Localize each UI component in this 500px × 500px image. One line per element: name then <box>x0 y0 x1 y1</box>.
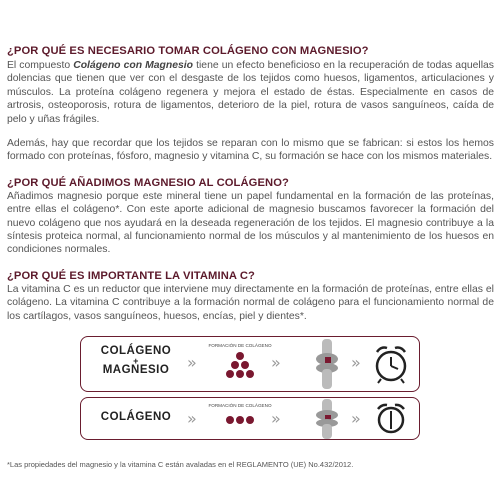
section-collagen-magnesium <box>7 44 494 164</box>
comparison-infographic <box>80 336 420 444</box>
footnote: *Las propiedades del magnesio y la vitamina C están avaladas en el REGLAMENTO (UE) No.432/2012. <box>7 460 354 469</box>
chevron-right-icon: » <box>187 409 197 428</box>
product-name-emphasis: Colágeno con Magnesio <box>73 60 194 71</box>
label-line: COLÁGENO <box>100 345 172 357</box>
chevron-right-icon: » <box>271 353 281 372</box>
alarm-clock-icon <box>373 401 409 437</box>
paragraph-text: El compuesto <box>7 60 74 71</box>
article <box>7 44 494 323</box>
formation-caption: FORMACIÓN DE COLÁGENO <box>208 403 272 408</box>
section-why-magnesium <box>7 176 494 257</box>
alarm-clock-icon <box>371 343 411 385</box>
label-plus: + <box>133 356 139 366</box>
section-paragraph: Además, hay que recordar que los tejidos se reparan con lo mismo que se fabrican: si estos los hemos formado con proteínas, fósforo, magnesio y vitamina C, su formación se hace con los mismos materiales. <box>7 138 494 163</box>
chevron-right-icon: » <box>271 409 281 428</box>
label-line: MAGNESIO <box>102 364 170 376</box>
section-paragraph: La vitamina C es un reductor que interviene muy directamente en la formación de proteínas, entre ellas el colágeno. La vitamina C contribuye a la formación normal de colágeno para el funcionamiento normal de los cartílagos, vasos sanguíneos, huesos, encías, piel y dientes*. <box>7 283 494 322</box>
formation-caption: FORMACIÓN DE COLÁGENO <box>208 343 272 348</box>
row-label: COLÁGENO <box>100 411 172 423</box>
comparison-row-collagen <box>80 397 420 440</box>
section-heading: ¿POR QUÉ ES IMPORTANTE LA VITAMINA C? <box>7 269 255 282</box>
section-vitamin-c <box>7 269 494 323</box>
chevron-right-icon: » <box>351 353 361 372</box>
section-heading: ¿POR QUÉ ES NECESARIO TOMAR COLÁGENO CON MAGNESIO? <box>7 45 369 57</box>
chevron-right-icon: » <box>351 409 361 428</box>
section-paragraph <box>7 59 494 126</box>
section-paragraph: Añadimos magnesio porque este mineral tiene un papel fundamental en la formación de las proteínas, entre ellas el colágeno*. Con este aporte adicional de magnesio buscamos favorecer la formación del nuevo colágeno que nos ayudará en la deseada regeneración de los tejidos. El magnesio contribuye a la síntesis proteica normal, al funcionamiento normal de los músculos y al mantenimiento de los huesos en condiciones normales. <box>7 190 494 256</box>
row-label <box>97 346 175 376</box>
knee-joint-icon <box>313 399 343 439</box>
paragraph-text: tiene un efecto beneficioso en la recuperación de todas aquellas dolencias que tienen que ver con el desgaste de los tejidos como huesos, ligamentos, articulaciones y músculos. La proteína colágeno regenera y mejora el estado de éstas. Especialmente en casos de artrosis, osteoporosis, rotura de ligamentos, deterioro de la piel, rotura de vasos sanguíneos, caída de pelo y uñas frágiles. <box>7 60 494 125</box>
comparison-row-collagen-magnesium <box>80 336 420 392</box>
knee-joint-icon <box>313 339 343 389</box>
collagen-dots-icon <box>222 351 258 383</box>
chevron-right-icon: » <box>187 353 197 372</box>
section-heading: ¿POR QUÉ AÑADIMOS MAGNESIO AL COLÁGENO? <box>7 176 289 189</box>
collagen-dots-icon <box>222 414 258 428</box>
